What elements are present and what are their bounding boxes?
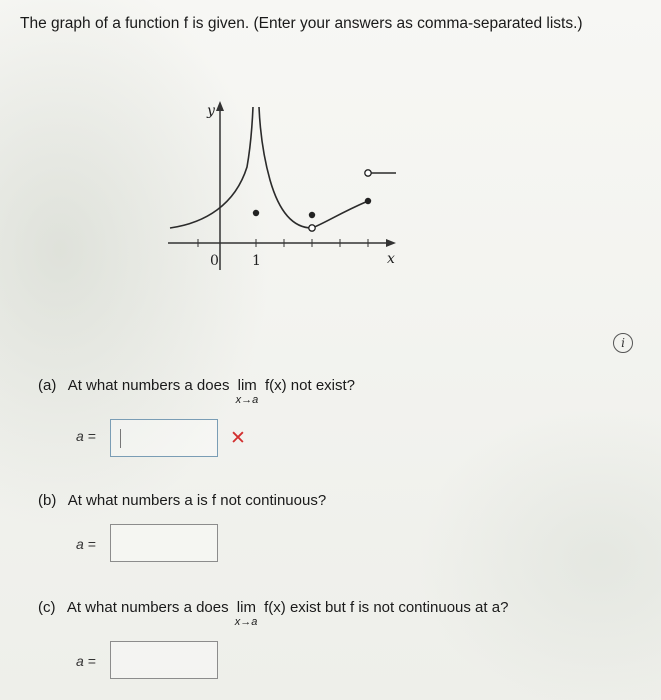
y-axis-arrow xyxy=(216,101,224,111)
part-b-answer-input[interactable] xyxy=(110,524,218,562)
part-b-question xyxy=(38,491,326,511)
part-a-text-before: At what numbers a does xyxy=(67,377,230,394)
part-a-answer-input[interactable] xyxy=(110,419,218,457)
part-a-eq-label: a = xyxy=(76,428,96,444)
incorrect-x-icon: ✕ xyxy=(230,428,246,449)
graph-svg xyxy=(160,95,420,275)
curve-rising-segment xyxy=(312,201,368,228)
question-instructions: The graph of a function f is given. (Enter your answers as comma-separated lists.) xyxy=(20,15,583,32)
part-a-letter: (a) xyxy=(38,377,57,394)
y-axis-label: y xyxy=(207,103,215,119)
tick-label-1: 1 xyxy=(252,253,261,269)
x-axis-label: x xyxy=(387,251,395,267)
filled-point xyxy=(253,210,259,216)
part-a-lim-word: lim xyxy=(237,377,257,394)
curve-left-branch xyxy=(170,107,253,228)
part-c-letter: (c) xyxy=(38,599,56,616)
part-c-text-before: At what numbers a does xyxy=(66,599,229,616)
part-c-eq-label: a = xyxy=(76,653,96,669)
open-point xyxy=(365,170,371,176)
tick-label-0: 0 xyxy=(210,253,219,269)
function-graph xyxy=(160,95,420,275)
part-c-lim-sub: x→a xyxy=(234,616,258,628)
part-c-text-after: f(x) exist but f is not continuous at a? xyxy=(264,599,509,616)
curve-right-branch xyxy=(259,107,312,228)
filled-point xyxy=(365,198,371,204)
text-caret xyxy=(120,429,121,448)
part-b-text: At what numbers a is f not continuous? xyxy=(67,492,327,509)
part-c-answer-input[interactable] xyxy=(110,641,218,679)
filled-point xyxy=(309,212,315,218)
part-a-lim-sub: x→a xyxy=(235,394,259,406)
part-b-letter: (b) xyxy=(38,492,57,509)
part-a-text-after: f(x) not exist? xyxy=(264,377,355,394)
part-c-lim-word: lim xyxy=(236,599,256,616)
part-a-limit xyxy=(235,376,259,406)
x-axis-arrow xyxy=(386,239,396,247)
part-b-eq-label: a = xyxy=(76,536,96,552)
info-icon[interactable]: i xyxy=(613,333,633,353)
part-c-question xyxy=(38,598,509,628)
open-point xyxy=(309,225,315,231)
part-c-limit xyxy=(234,598,258,628)
part-a-question xyxy=(38,376,355,406)
